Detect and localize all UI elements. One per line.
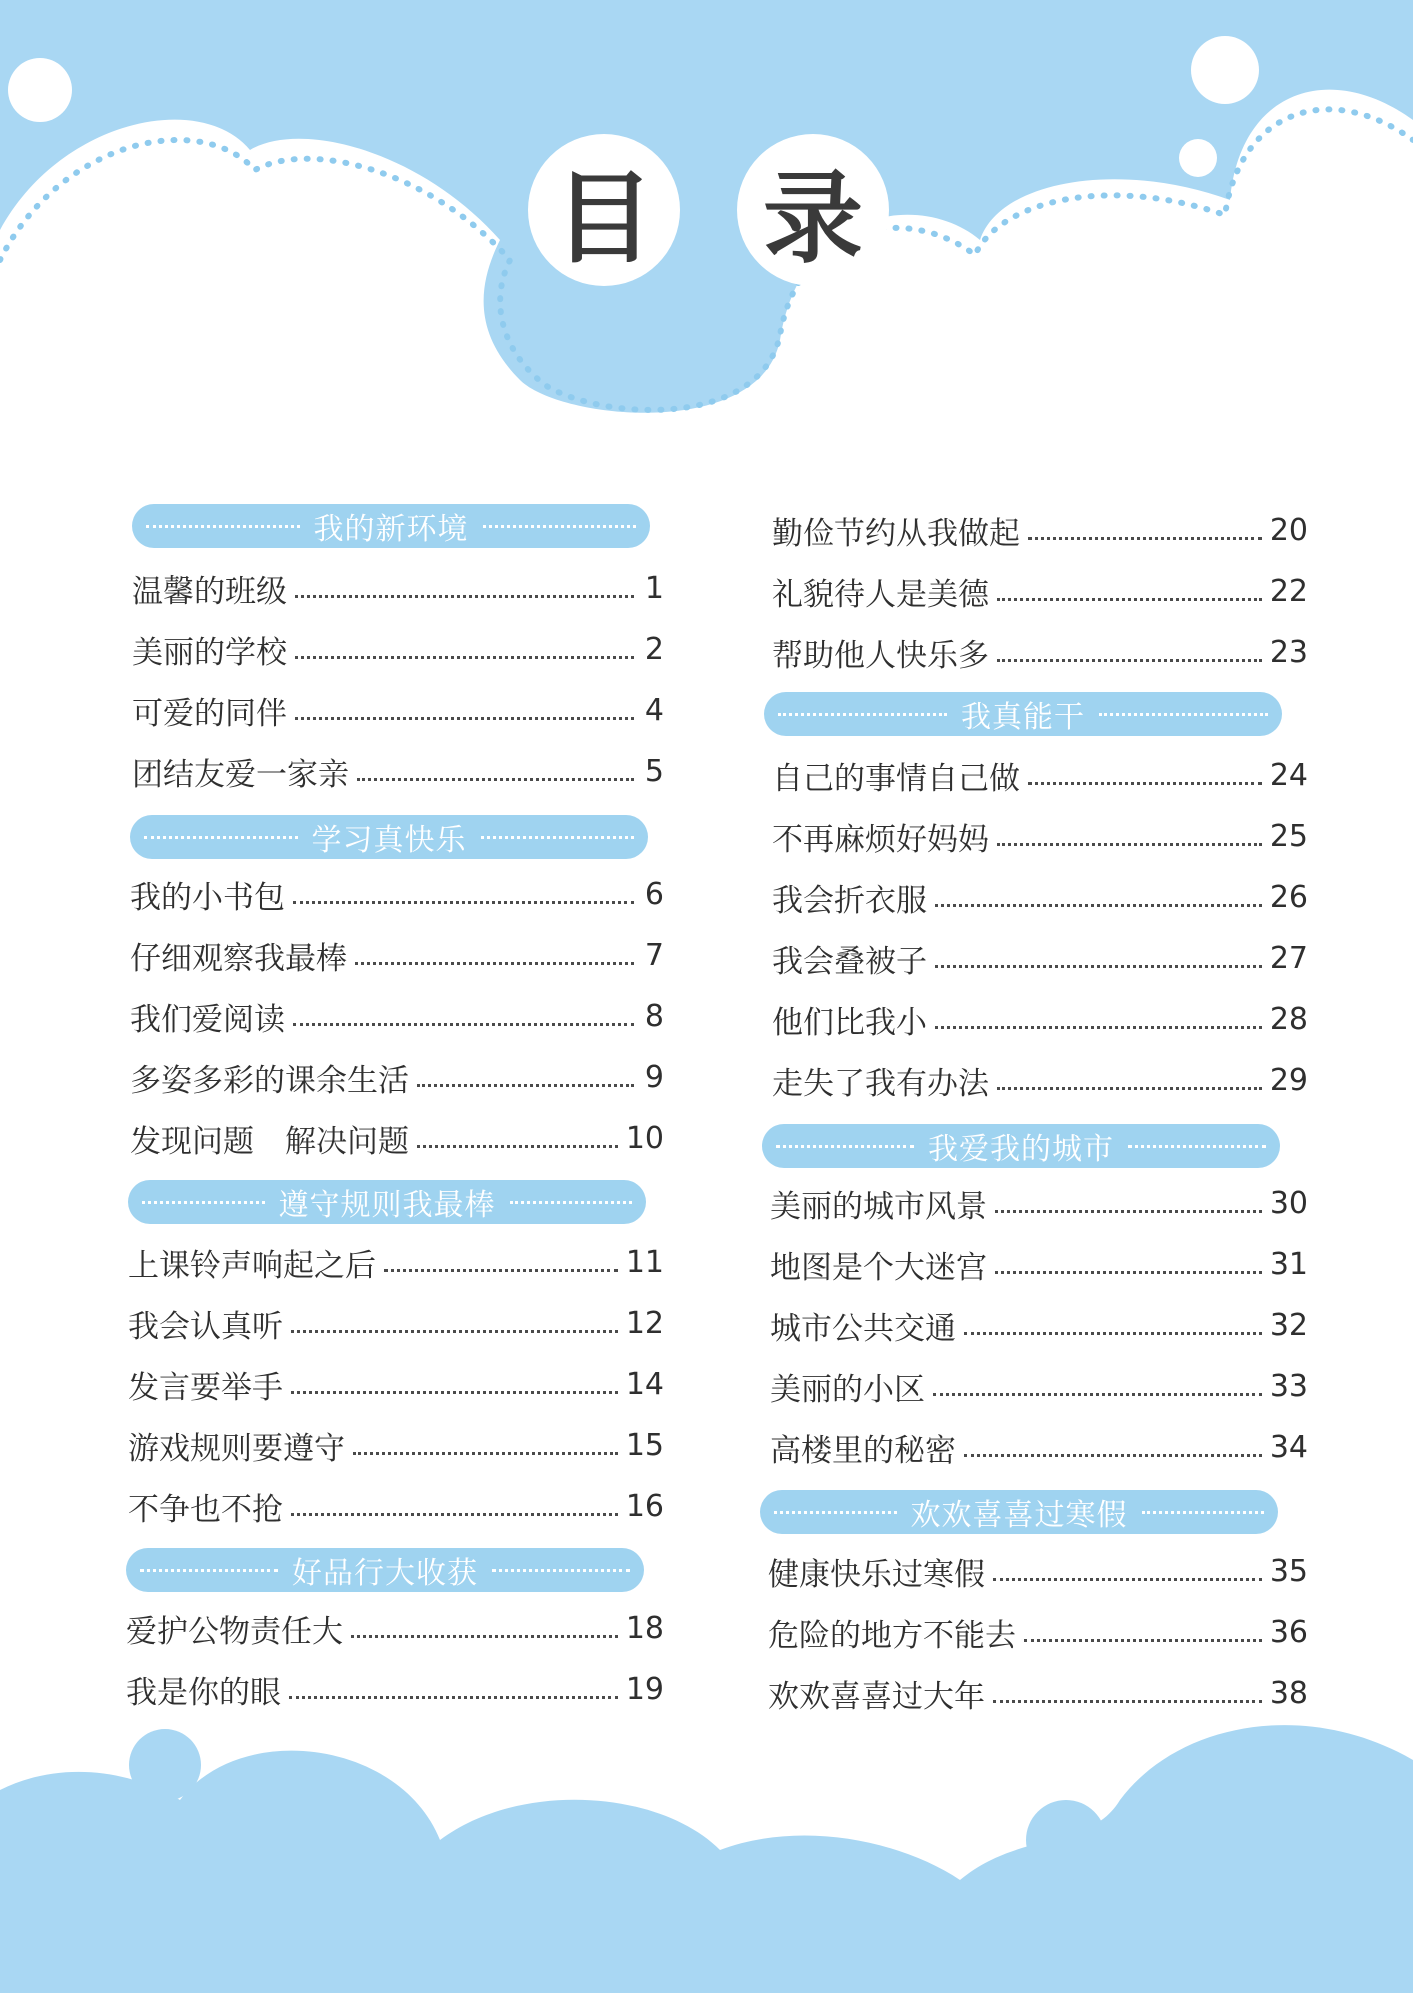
entry-title: 团结友爱一家亲 (132, 756, 349, 793)
entry-page: 14 (625, 1366, 664, 1402)
section-header (764, 692, 1282, 736)
entry-page: 8 (644, 998, 664, 1034)
toc-entry[interactable] (128, 1423, 664, 1467)
entry-page: 10 (625, 1120, 664, 1156)
entry-page: 7 (644, 937, 664, 973)
entry-page: 12 (625, 1305, 664, 1341)
entry-page: 1 (644, 570, 664, 606)
toc-entry[interactable] (768, 1610, 1308, 1654)
entry-title: 我是你的眼 (126, 1674, 281, 1711)
entry-page: 20 (1269, 512, 1308, 548)
entry-title: 我们爱阅读 (130, 1001, 285, 1038)
toc-entry[interactable] (772, 508, 1308, 552)
entry-title: 我会认真听 (128, 1308, 283, 1345)
entry-title: 我的小书包 (130, 879, 285, 916)
entry-title: 温馨的班级 (132, 573, 287, 610)
entry-page: 36 (1269, 1614, 1308, 1650)
section-title: 遵守规则我最棒 (278, 1188, 496, 1223)
entry-title: 危险的地方不能去 (768, 1617, 1016, 1654)
bottom-bubble (129, 1729, 201, 1801)
toc-entry[interactable] (128, 1301, 664, 1345)
entry-page: 32 (1269, 1307, 1308, 1343)
section-title: 欢欢喜喜过寒假 (910, 1498, 1128, 1533)
bottom-bubble (185, 1817, 215, 1847)
toc-entry[interactable] (130, 1055, 664, 1099)
entry-page: 29 (1269, 1062, 1308, 1098)
toc-entry[interactable] (768, 1671, 1308, 1715)
toc-entry[interactable] (768, 1549, 1308, 1593)
entry-title: 可爱的同伴 (132, 695, 287, 732)
toc-entry[interactable] (772, 875, 1308, 919)
entry-page: 18 (625, 1610, 664, 1646)
title-char-1 (528, 134, 680, 286)
entry-page: 9 (644, 1059, 664, 1095)
toc-entry[interactable] (772, 630, 1308, 674)
toc-entry[interactable] (132, 627, 664, 671)
entry-title: 走失了我有办法 (772, 1065, 989, 1102)
toc-entry[interactable] (772, 997, 1308, 1041)
entry-page: 24 (1269, 757, 1308, 793)
entry-page: 23 (1269, 634, 1308, 670)
entry-title: 地图是个大迷宫 (770, 1249, 987, 1286)
entry-title: 城市公共交通 (770, 1310, 956, 1347)
toc-entry[interactable] (770, 1181, 1308, 1225)
toc-entry[interactable] (772, 753, 1308, 797)
entry-page: 6 (644, 876, 664, 912)
entry-page: 11 (625, 1244, 664, 1280)
section-title: 我爱我的城市 (928, 1132, 1114, 1167)
entry-page: 33 (1269, 1368, 1308, 1404)
toc-entry[interactable] (128, 1362, 664, 1406)
entry-title: 我会叠被子 (772, 943, 927, 980)
toc-entry[interactable] (772, 1058, 1308, 1102)
entry-page: 35 (1269, 1553, 1308, 1589)
toc-entry[interactable] (132, 688, 664, 732)
toc-entry[interactable] (772, 569, 1308, 613)
entry-title: 发言要举手 (128, 1369, 283, 1406)
entry-title: 美丽的学校 (132, 634, 287, 671)
section-header (128, 1180, 646, 1224)
title-char-1-text: 目 (554, 160, 654, 277)
entry-page: 31 (1269, 1246, 1308, 1282)
top-bubble (8, 58, 72, 122)
section-title: 好品行大收获 (292, 1556, 478, 1591)
section-header (132, 504, 650, 548)
toc-entry[interactable] (128, 1240, 664, 1284)
entry-title: 勤俭节约从我做起 (772, 515, 1020, 552)
entry-title: 多姿多彩的课余生活 (130, 1062, 409, 1099)
toc-entry[interactable] (126, 1606, 664, 1650)
entry-title: 欢欢喜喜过大年 (768, 1678, 985, 1715)
entry-page: 22 (1269, 573, 1308, 609)
entry-title: 不再麻烦好妈妈 (772, 821, 989, 858)
entry-page: 2 (644, 631, 664, 667)
entry-title: 高楼里的秘密 (770, 1432, 956, 1469)
entry-page: 27 (1269, 940, 1308, 976)
entry-page: 26 (1269, 879, 1308, 915)
entry-page: 16 (625, 1488, 664, 1524)
entry-title: 我会折衣服 (772, 882, 927, 919)
bottom-cloud-band (0, 1725, 1413, 1993)
entry-title: 他们比我小 (772, 1004, 927, 1041)
title-char-2 (737, 134, 889, 286)
toc-entry[interactable] (130, 1116, 664, 1160)
toc-entry[interactable] (770, 1303, 1308, 1347)
entry-title: 游戏规则要遵守 (128, 1430, 345, 1467)
toc-entry[interactable] (770, 1425, 1308, 1469)
entry-page: 28 (1269, 1001, 1308, 1037)
entry-page: 4 (644, 692, 664, 728)
top-bubble (1191, 36, 1259, 104)
entry-page: 30 (1269, 1185, 1308, 1221)
title-char-2-text: 录 (763, 160, 863, 277)
toc-entry[interactable] (772, 814, 1308, 858)
section-header (762, 1124, 1280, 1168)
entry-title: 不争也不抢 (128, 1491, 283, 1528)
toc-entry[interactable] (130, 872, 664, 916)
section-title: 我真能干 (961, 700, 1085, 735)
toc-entry[interactable] (772, 936, 1308, 980)
toc-entry[interactable] (132, 566, 664, 610)
entry-page: 25 (1269, 818, 1308, 854)
toc-entry[interactable] (770, 1242, 1308, 1286)
entry-page: 19 (625, 1671, 664, 1707)
bottom-bubble (842, 1854, 874, 1886)
entry-title: 爱护公物责任大 (126, 1613, 343, 1650)
entry-page: 34 (1269, 1429, 1308, 1465)
entry-title: 仔细观察我最棒 (130, 940, 347, 977)
entry-title: 发现问题 解决问题 (130, 1123, 409, 1160)
entry-title: 帮助他人快乐多 (772, 637, 989, 674)
entry-title: 自己的事情自己做 (772, 760, 1020, 797)
entry-title: 上课铃声响起之后 (128, 1247, 376, 1284)
section-header (126, 1548, 644, 1592)
entry-page: 15 (625, 1427, 664, 1463)
section-title: 学习真快乐 (311, 823, 467, 858)
bottom-bubble (1026, 1800, 1106, 1880)
toc-entry[interactable] (128, 1484, 664, 1528)
section-header (130, 815, 648, 859)
entry-title: 礼貌待人是美德 (772, 576, 989, 613)
section-header (760, 1490, 1278, 1534)
toc-entry[interactable] (126, 1667, 664, 1711)
section-title: 我的新环境 (313, 512, 469, 547)
toc-entry[interactable] (770, 1364, 1308, 1408)
entry-title: 美丽的小区 (770, 1371, 925, 1408)
toc-entry[interactable] (130, 933, 664, 977)
entry-title: 美丽的城市风景 (770, 1188, 987, 1225)
entry-title: 健康快乐过寒假 (768, 1556, 985, 1593)
entry-page: 38 (1269, 1675, 1308, 1711)
toc-entry[interactable] (132, 749, 664, 793)
toc-entry[interactable] (130, 994, 664, 1038)
entry-page: 5 (644, 753, 664, 789)
top-bubble (1179, 139, 1217, 177)
